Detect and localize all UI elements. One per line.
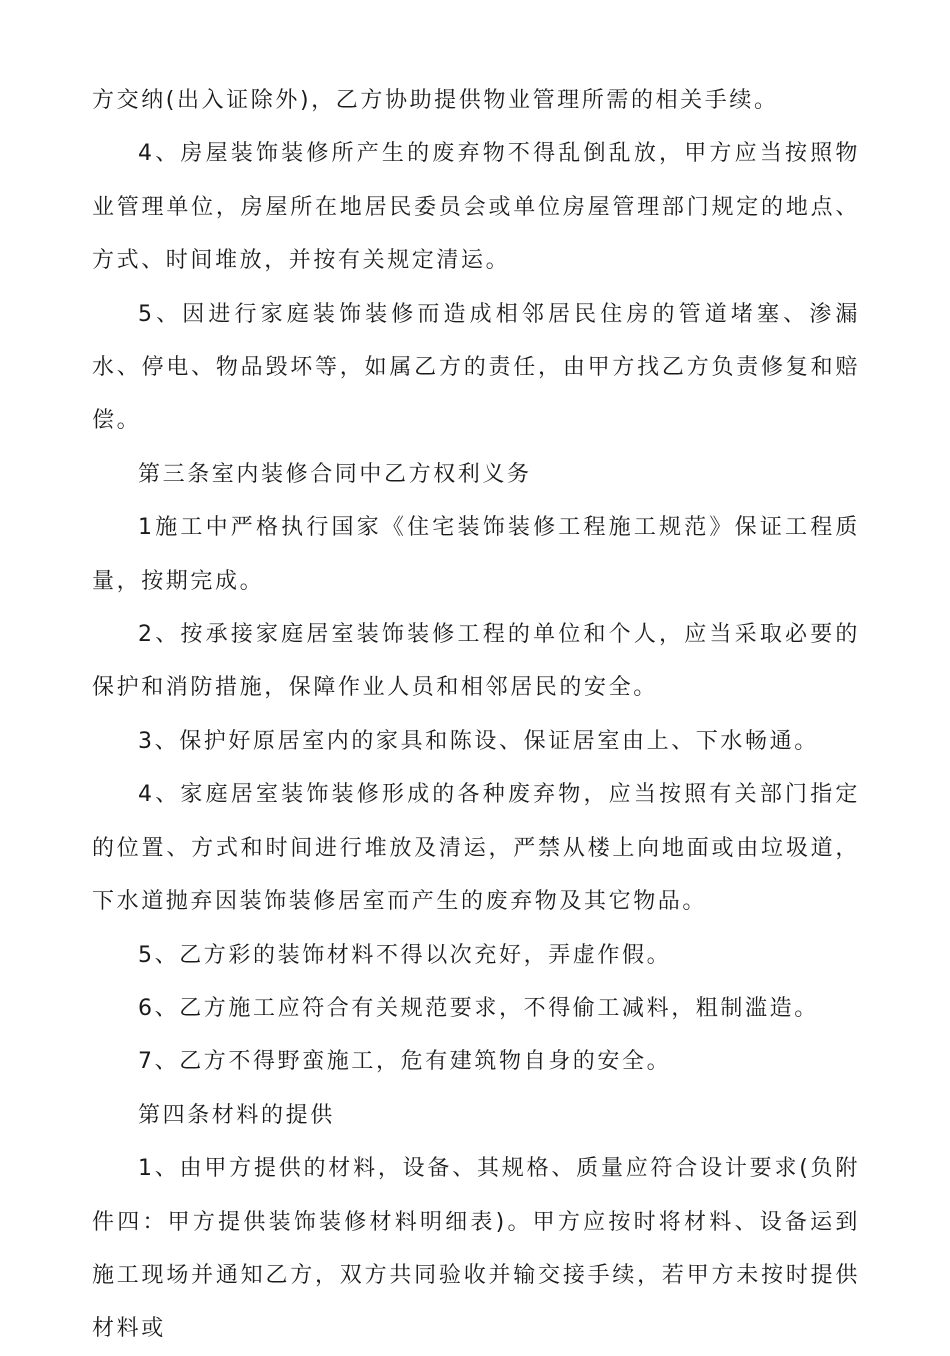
paragraph-item-1-standards: 1施工中严格执行国家《住宅装饰装修工程施工规范》保证工程质量，按期完成。 <box>92 515 860 594</box>
paragraph-item-6-specs: 6、乙方施工应符合有关规范要求，不得偷工减料，粗制滥造。 <box>138 995 819 1021</box>
paragraph-item-5-materials: 5、乙方彩的装饰材料不得以次充好，弄虚作假。 <box>138 942 672 968</box>
paragraph-item-1-supply: 1、由甲方提供的材料，设备、其规格、质量应符合设计要求(负附件四：甲方提供装饰装修材料明细表)。甲方应按时将材料、设备运到施工现场并通知乙方，双方共同验收并输交接手续，若甲方未按时提供材料或 <box>92 1156 860 1342</box>
paragraph-item-4-disposal: 4、家庭居室装饰装修形成的各种废弃物，应当按照有关部门指定的位置、方式和时间进行堆放及清运，严禁从楼上向地面或由垃圾道，下水道抛弃因装饰装修居室而产生的废弃物及其它物品。 <box>92 782 860 915</box>
paragraph-item-7-construction: 7、乙方不得野蛮施工，危有建筑物自身的安全。 <box>138 1049 672 1075</box>
paragraph-continuation: 方交纳(出入证除外)，乙方协助提供物业管理所需的相关手续。 <box>92 88 779 113</box>
paragraph-item-2-safety: 2、按承接家庭居室装饰装修工程的单位和个人，应当采取必要的保护和消防措施，保障作业人员和相邻居民的安全。 <box>92 622 860 701</box>
section-heading-article-3: 第三条室内装修合同中乙方权利义务 <box>138 461 532 487</box>
document-body <box>92 74 860 1356</box>
paragraph-item-3-furniture: 3、保护好原居室内的家具和陈设、保证居室由上、下水畅通。 <box>138 728 819 754</box>
section-heading-article-4: 第四条材料的提供 <box>138 1102 335 1128</box>
paragraph-item-4-waste: 4、房屋装饰装修所产生的废弃物不得乱倒乱放，甲方应当按照物业管理单位，房屋所在地居民委员会或单位房屋管理部门规定的地点、方式、时间堆放，并按有关规定清运。 <box>92 141 860 274</box>
paragraph-item-5-damage: 5、因进行家庭装饰装修而造成相邻居民住房的管道堵塞、渗漏水、停电、物品毁坏等，如属乙方的责任，由甲方找乙方负责修复和赔偿。 <box>92 301 860 434</box>
